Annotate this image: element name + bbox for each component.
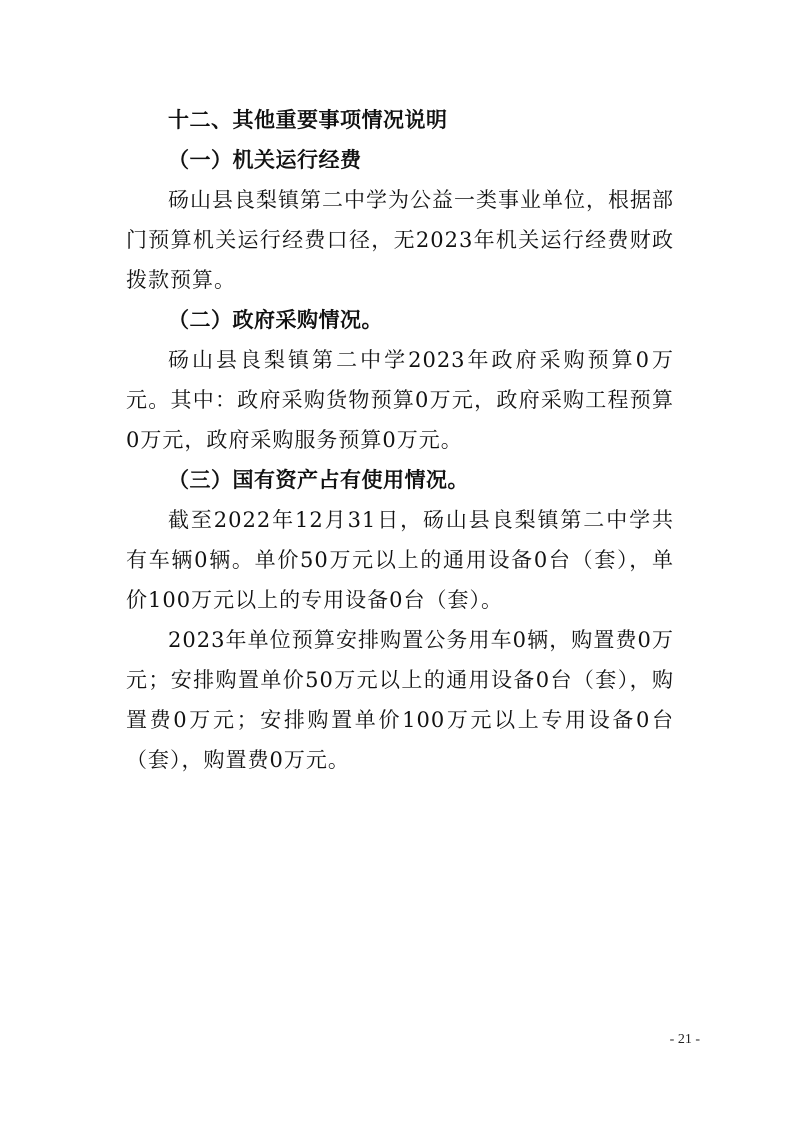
paragraph-government-procurement: 砀山县良梨镇第二中学2023年政府采购预算0万元。其中：政府采购货物预算0万元，政府采购工程预算0万元，政府采购服务预算0万元。 [126, 348, 674, 452]
main-heading: 十二、其他重要事项情况说明 [168, 107, 448, 132]
section-title-state-assets: （三）国有资产占有使用情况。 [168, 467, 469, 492]
section-title-operating-expenses: （一）机关运行经费 [168, 147, 362, 172]
section-title-government-procurement: （二）政府采购情况。 [168, 307, 383, 332]
document-body [126, 100, 674, 780]
paragraph-operating-expenses: 砀山县良梨镇第二中学为公益一类事业单位，根据部门预算机关运行经费口径，无2023年机关运行经费财政拨款预算。 [126, 188, 674, 292]
paragraph-state-assets-purchase-plan: 2023年单位预算安排购置公务用车0辆，购置费0万元；安排购置单价50万元以上的通用设备0台（套），购置费0万元；安排购置单价100万元以上专用设备0台（套），购置费0万元。 [126, 628, 674, 772]
paragraph-state-assets-vehicles: 截至2022年12月31日，砀山县良梨镇第二中学共有车辆0辆。单价50万元以上的通用设备0台（套），单价100万元以上的专用设备0台（套）。 [126, 508, 674, 612]
page-number: - 21 - [669, 1032, 700, 1047]
